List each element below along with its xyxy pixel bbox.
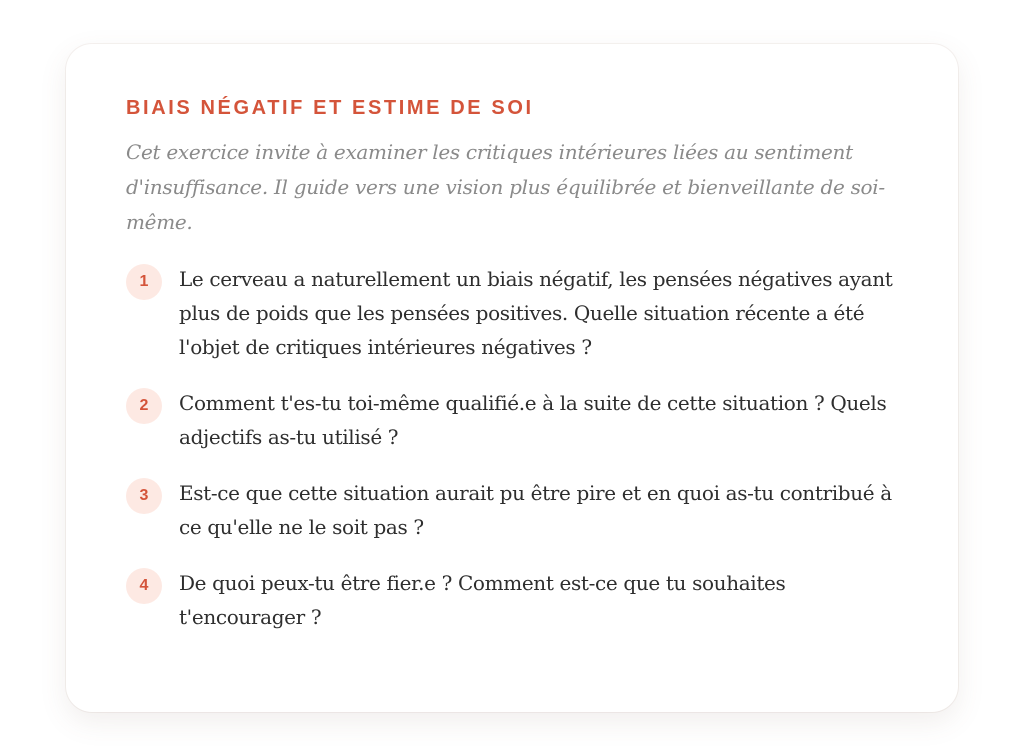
steps-list [126,262,898,634]
exercise-card [66,44,958,712]
card-title: BIAIS NÉGATIF ET ESTIME DE SOI [126,97,534,119]
step-number-badge: 4 [126,568,162,604]
step-text: Est-ce que cette situation aurait pu être pire et en quoi as-tu contribué à ce qu'elle ne le soit pas ? [179,481,892,539]
step-item [126,566,898,634]
step-item [126,476,898,544]
step-number-badge: 2 [126,388,162,424]
card-intro: Cet exercice invite à examiner les critiques intérieures liées au sentiment d'insuffisance. Il guide vers une vision plus équilibrée et bienveillante de soi-même. [126,140,885,234]
step-number-badge: 3 [126,478,162,514]
step-text: Le cerveau a naturellement un biais négatif, les pensées négatives ayant plus de poids que les pensées positives. Quelle situation récente a été l'objet de critiques intérieures négatives ? [179,267,893,359]
step-item [126,386,898,454]
step-text: De quoi peux-tu être fier.e ? Comment est-ce que tu souhaites t'encourager ? [179,571,786,629]
step-item [126,262,898,364]
step-text: Comment t'es-tu toi-même qualifié.e à la suite de cette situation ? Quels adjectifs as-tu utilisé ? [179,391,887,449]
step-number-badge: 1 [126,264,162,300]
